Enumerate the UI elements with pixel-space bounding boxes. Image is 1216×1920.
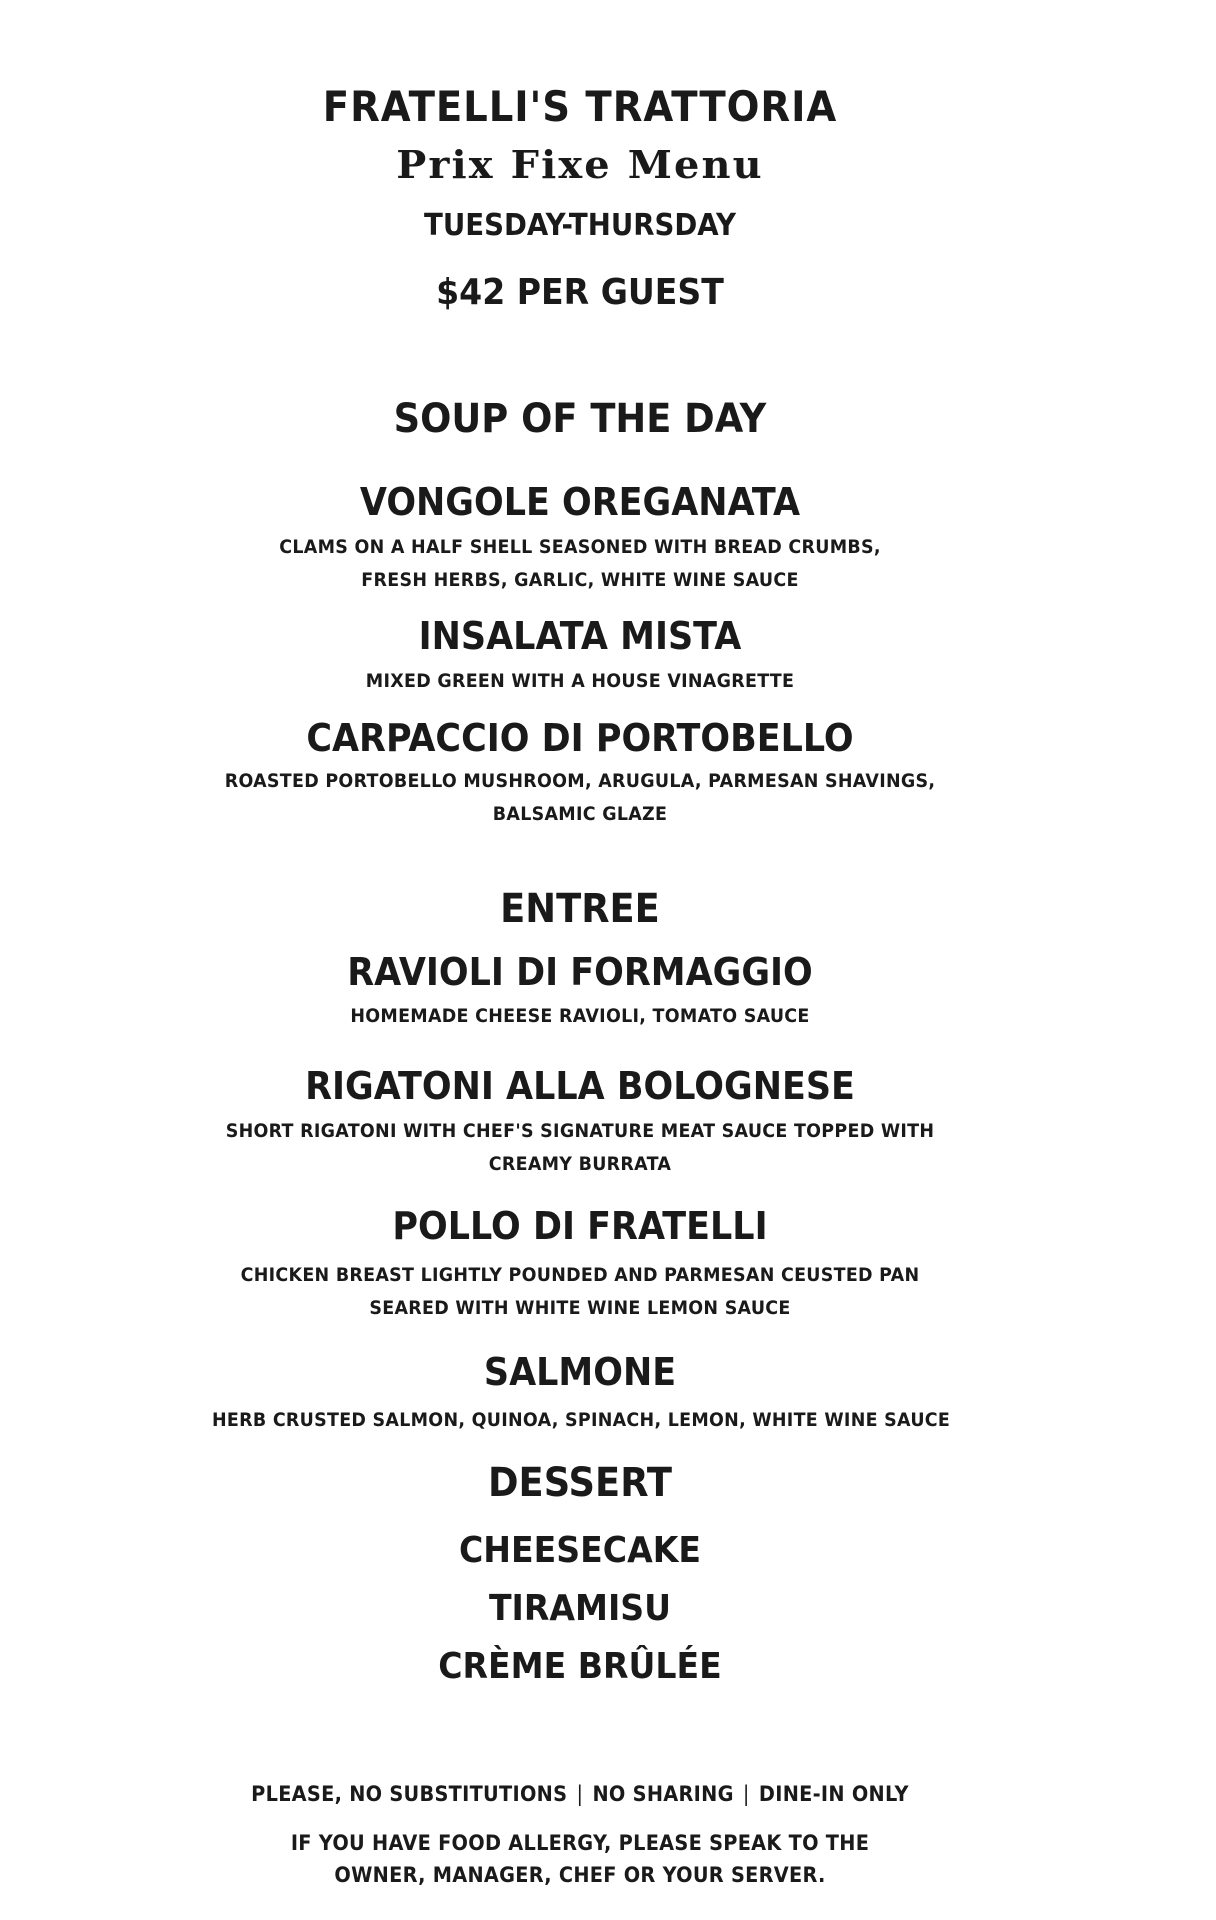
entree-item-desc: SEARED WITH WHITE WINE LEMON SAUCE (369, 1297, 791, 1319)
starter-item-desc: CLAMS ON A HALF SHELL SEASONED WITH BREAD CRUMBS, (279, 536, 881, 558)
allergy-notice: IF YOU HAVE FOOD ALLERGY, PLEASE SPEAK TO THE (290, 1831, 870, 1855)
starter-item-name: INSALATA MISTA (418, 614, 742, 658)
entree-item-desc: HERB CRUSTED SALMON, QUINOA, SPINACH, LEMON, WHITE WINE SAUCE (212, 1409, 951, 1431)
entree-heading: ENTREE (500, 886, 660, 932)
restaurant-name: FRATELLI'S TRATTORIA (322, 82, 838, 131)
starter-item-name: VONGOLE OREGANATA (359, 480, 801, 524)
menu-subtitle: Prix Fixe Menu (396, 142, 764, 187)
entree-item-desc: CREAMY BURRATA (488, 1153, 672, 1175)
entree-item-name: POLLO DI FRATELLI (392, 1204, 768, 1248)
policy-separator: | (742, 1782, 750, 1806)
policy-dine-in-only: DINE-IN ONLY (758, 1782, 909, 1806)
menu-days: TUESDAY-THURSDAY (423, 208, 736, 243)
dessert-item: TIRAMISU (488, 1588, 672, 1629)
policy-no-substitutions: PLEASE, NO SUBSTITUTIONS (251, 1782, 568, 1806)
dessert-heading: DESSERT (488, 1460, 672, 1506)
entree-item-desc: CHICKEN BREAST LIGHTLY POUNDED AND PARMESAN CEUSTED PAN (240, 1264, 920, 1286)
starter-item-name: CARPACCIO DI PORTOBELLO (306, 716, 854, 760)
entree-item-desc: HOMEMADE CHEESE RAVIOLI, TOMATO SAUCE (350, 1005, 810, 1027)
dessert-item: CHEESECAKE (459, 1530, 701, 1571)
allergy-notice: OWNER, MANAGER, CHEF OR YOUR SERVER. (334, 1863, 826, 1887)
entree-item-name: RIGATONI ALLA BOLOGNESE (305, 1064, 855, 1108)
entree-item-name: SALMONE (483, 1350, 677, 1394)
entree-item-desc: SHORT RIGATONI WITH CHEF'S SIGNATURE MEAT SAUCE TOPPED WITH (225, 1120, 935, 1142)
policy-no-sharing: NO SHARING (592, 1782, 734, 1806)
policy-separator: | (576, 1782, 584, 1806)
starter-item-desc: BALSAMIC GLAZE (492, 803, 668, 825)
soup-of-the-day: SOUP OF THE DAY (393, 396, 767, 442)
starter-item-desc: FRESH HERBS, GARLIC, WHITE WINE SAUCE (361, 569, 799, 591)
starter-item-desc: ROASTED PORTOBELLO MUSHROOM, ARUGULA, PARMESAN SHAVINGS, (224, 770, 936, 792)
starter-item-desc: MIXED GREEN WITH A HOUSE VINAGRETTE (365, 670, 795, 692)
dessert-item: CRÈME BRÛLÉE (438, 1646, 722, 1687)
entree-item-name: RAVIOLI DI FORMAGGIO (347, 950, 813, 994)
policy-line (212, 1782, 948, 1806)
menu-price: $42 PER GUEST (436, 272, 724, 313)
